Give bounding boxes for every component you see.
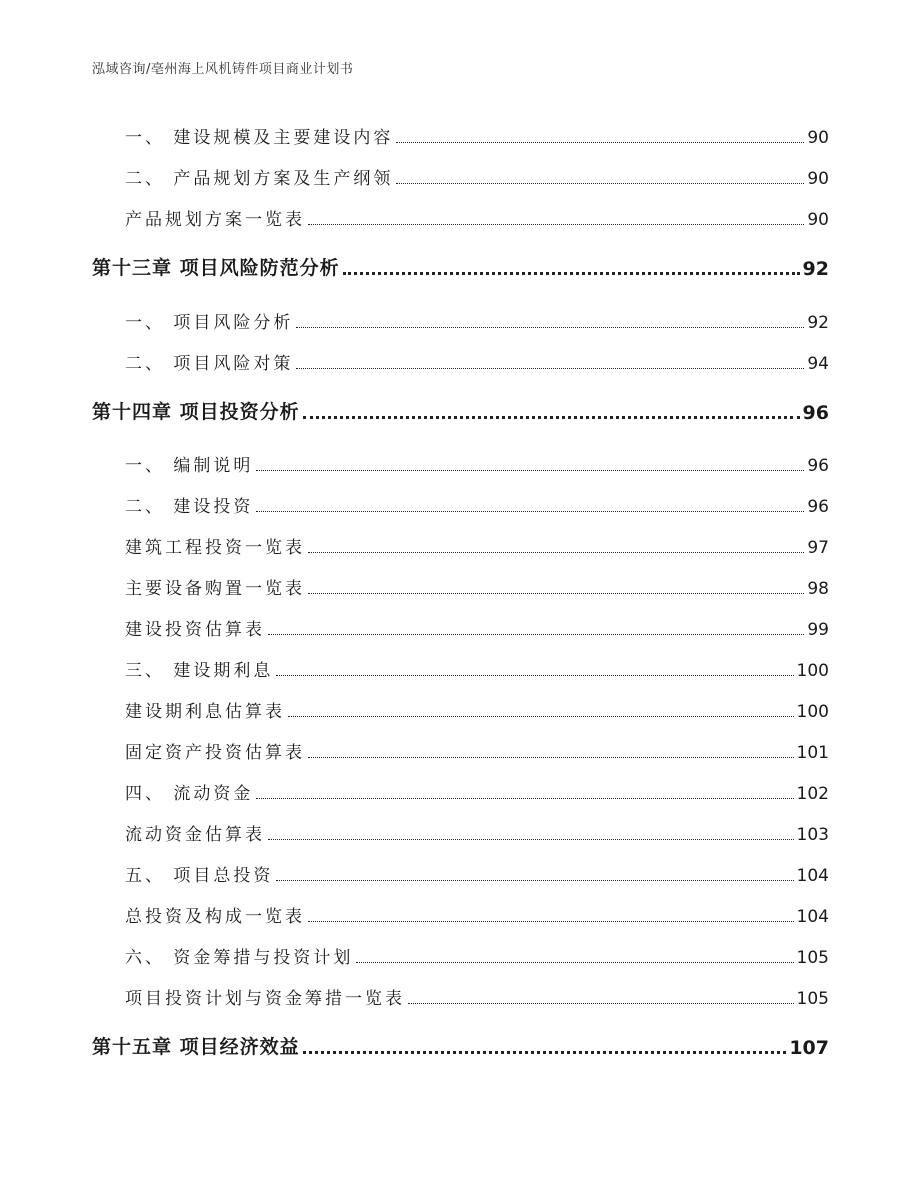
toc-leader [296,327,804,328]
toc-entry[interactable] [125,346,829,376]
toc-entry-label: 一、 建设规模及主要建设内容 [125,128,394,148]
toc-entry-label: 一、 编制说明 [125,456,254,476]
toc-page-number: 90 [807,210,829,230]
toc-chapter-label: 第十三章 项目风险防范分析 [92,257,340,279]
toc-page-number: 96 [807,456,829,476]
toc-leader [356,962,793,963]
toc-page-number: 94 [807,354,829,374]
toc-entry[interactable] [125,653,829,683]
toc-entry-label: 五、 项目总投资 [125,866,274,886]
toc-chapter-entry[interactable] [92,252,829,282]
toc-leader [308,921,794,922]
toc-page-number: 97 [807,538,829,558]
toc-entry-label: 固定资产投资估算表 [125,743,305,763]
toc-page-number: 99 [807,620,829,640]
toc-page-number: 103 [796,825,829,845]
toc-page-number: 100 [796,661,829,681]
toc-entry[interactable] [125,530,829,560]
toc-leader [396,183,804,184]
toc-chapter-label: 第十五章 项目经济效益 [92,1036,300,1058]
toc-leader [303,1051,787,1054]
toc-leader [256,798,793,799]
toc-entry[interactable] [125,120,829,150]
toc-entry[interactable] [125,448,829,478]
toc-entry-label: 建设投资估算表 [125,620,265,640]
toc-chapter-entry[interactable] [92,396,829,426]
toc-entry-label: 流动资金估算表 [125,825,265,845]
toc-entry[interactable] [125,940,829,970]
toc-page-number: 102 [796,784,829,804]
toc-leader [308,757,794,758]
toc-leader [296,368,804,369]
toc-entry-label: 二、 产品规划方案及生产纲领 [125,169,394,189]
toc-entry-label: 项目投资计划与资金筹措一览表 [125,989,405,1009]
page-header: 泓域咨询/亳州海上风机铸件项目商业计划书 [92,62,354,77]
toc-page-number: 104 [796,866,829,886]
toc-leader [268,839,794,840]
toc-leader [343,272,800,275]
toc-entry[interactable] [125,817,829,847]
toc-entry[interactable] [125,161,829,191]
toc-entry-label: 主要设备购置一览表 [125,579,305,599]
toc-chapter-entry[interactable] [92,1031,829,1061]
toc-entry[interactable] [125,612,829,642]
toc-entry-label: 二、 建设投资 [125,497,254,517]
toc-page-number: 105 [796,948,829,968]
toc-entry-label: 四、 流动资金 [125,784,254,804]
toc-entry[interactable] [125,694,829,724]
toc-entry-label: 二、 项目风险对策 [125,354,294,374]
toc-entry[interactable] [125,858,829,888]
toc-entry-label: 三、 建设期利息 [125,661,274,681]
toc-entry[interactable] [125,305,829,335]
toc-entry[interactable] [125,571,829,601]
toc-entry[interactable] [125,202,829,232]
toc-leader [268,634,804,635]
toc-entry[interactable] [125,899,829,929]
toc-leader [288,716,794,717]
toc-entry-label: 总投资及构成一览表 [125,907,305,927]
toc-entry-label: 建设期利息估算表 [125,702,285,722]
toc-page-number: 100 [796,702,829,722]
toc-leader [276,675,793,676]
toc-entry-label: 产品规划方案一览表 [125,210,305,230]
toc-chapter-label: 第十四章 项目投资分析 [92,401,300,423]
toc-entry-label: 一、 项目风险分析 [125,313,294,333]
toc-leader [276,880,793,881]
toc-page-number: 96 [802,402,829,424]
toc-leader [308,593,804,594]
toc-entry[interactable] [125,489,829,519]
toc-entry-label: 六、 资金筹措与投资计划 [125,948,354,968]
toc-leader [256,511,804,512]
toc-leader [308,552,804,553]
toc-entry-label: 建筑工程投资一览表 [125,538,305,558]
toc-page-number: 101 [796,743,829,763]
toc-page-number: 92 [807,313,829,333]
toc-leader [303,416,800,419]
toc-entry[interactable] [125,735,829,765]
toc-entry[interactable] [125,981,829,1011]
toc-leader [308,224,804,225]
toc-page-number: 107 [789,1037,829,1059]
toc-page-number: 90 [807,128,829,148]
toc-leader [396,142,804,143]
toc-entry[interactable] [125,776,829,806]
toc-page-number: 96 [807,497,829,517]
toc-leader [256,470,804,471]
toc-page-number: 98 [807,579,829,599]
toc-page-number: 92 [802,258,829,280]
toc-page-number: 90 [807,169,829,189]
toc-leader [408,1003,794,1004]
toc-page-number: 104 [796,907,829,927]
toc-page-number: 105 [796,989,829,1009]
